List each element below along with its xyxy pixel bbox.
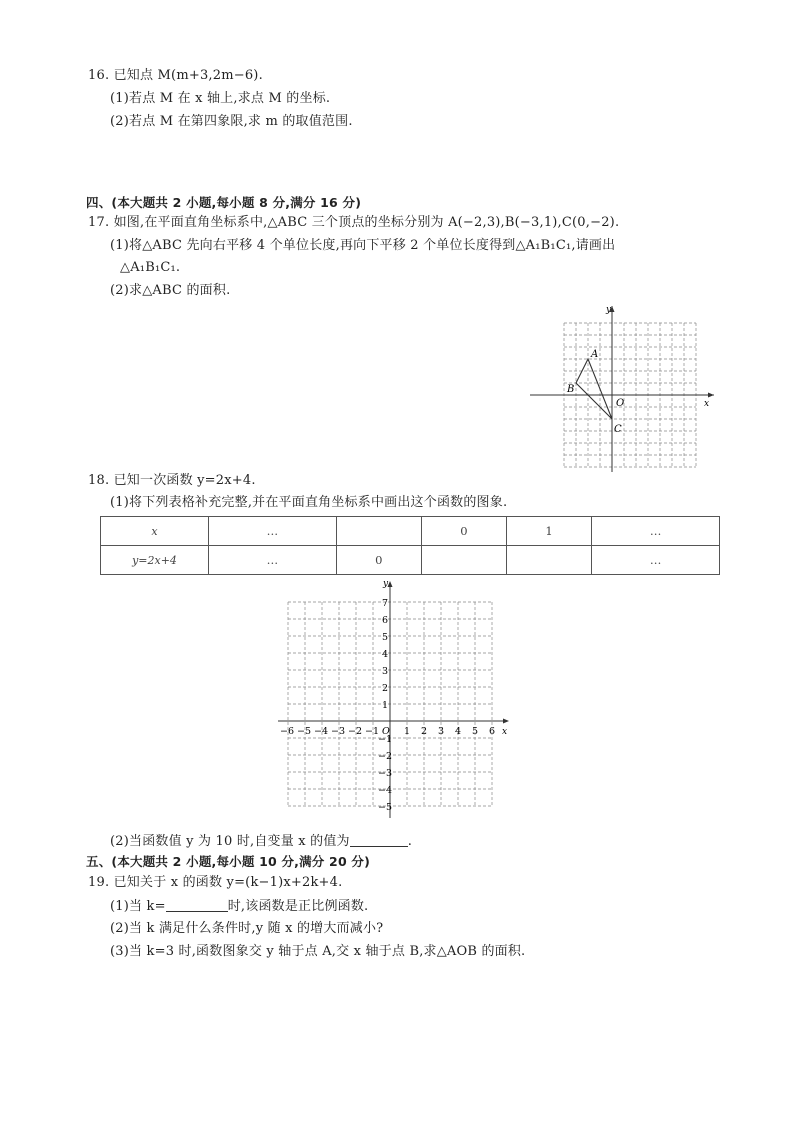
q16-stem: 16. 已知点 M(m+3,2m−6).	[88, 68, 263, 83]
section-4-title: 四、(本大题共 2 小题,每小题 8 分,满分 16 分)	[86, 195, 362, 210]
q17-axes	[530, 306, 714, 472]
y-tick-label: 4	[382, 649, 389, 660]
q17-stem: 17. 如图,在平面直角坐标系中,△ABC 三个顶点的坐标分别为 A(−2,3),B(−3,1),C(0,−2).	[88, 215, 620, 230]
y-tick-label: 2	[382, 683, 389, 694]
x-tick-label: −3	[331, 726, 346, 737]
table-cell: 0	[336, 546, 421, 575]
q17-part1-line1: (1)将△ABC 先向右平移 4 个单位长度,再向下平移 2 个单位长度得到△A₁B₁C₁,请画出	[110, 238, 616, 253]
table-cell[interactable]	[421, 546, 506, 575]
y-tick-label: 7	[382, 598, 389, 609]
x-tick-label: −1	[365, 726, 380, 737]
q18-coordinate-grid	[272, 578, 518, 826]
y-tick-label: 3	[382, 666, 389, 677]
x-tick-label: 6	[489, 726, 496, 737]
y-tick-label: −3	[378, 768, 393, 779]
q19-part1-text: (1)当 k=	[110, 899, 166, 914]
q19-stem: 19. 已知关于 x 的函数 y=(k−1)x+2k+4.	[88, 875, 343, 890]
q18-answer-blank[interactable]	[350, 832, 408, 847]
q18-stem: 18. 已知一次函数 y=2x+4.	[88, 473, 256, 488]
table-row	[101, 517, 720, 546]
q17-x-arrow	[708, 393, 714, 398]
table-cell[interactable]	[507, 546, 592, 575]
x-tick-label: −6	[280, 726, 295, 737]
q16-part2: (2)若点 M 在第四象限,求 m 的取值范围.	[110, 114, 353, 129]
y-tick-label: −1	[378, 734, 393, 745]
q19-part1	[110, 897, 368, 916]
table-cell: 0	[421, 517, 506, 546]
q17-part2: (2)求△ABC 的面积.	[110, 283, 231, 298]
q17-part1-line2: △A₁B₁C₁.	[120, 260, 181, 275]
y-tick-label: 1	[382, 700, 389, 711]
q18-part2-end: .	[407, 834, 413, 849]
table-cell: y=2x+4	[101, 546, 209, 575]
q18-origin-label: O	[382, 726, 390, 737]
q19-part3: (3)当 k=3 时,函数图象交 y 轴于点 A,交 x 轴于点 B,求△AOB 的面积.	[110, 944, 526, 959]
x-tick-label: −2	[348, 726, 363, 737]
q17-origin-label: O	[616, 398, 625, 409]
table-cell: x	[101, 517, 209, 546]
table-cell: …	[592, 517, 720, 546]
y-tick-label: −4	[378, 785, 393, 796]
q18-x-label: x	[502, 727, 508, 737]
q18-axes	[278, 582, 508, 818]
q17-x-label: x	[704, 399, 710, 409]
x-tick-label: 2	[421, 726, 428, 737]
q18-y-label: y	[383, 579, 389, 589]
x-tick-label: 4	[455, 726, 462, 737]
q17-point-a-label: A	[591, 349, 599, 360]
q16-part1: (1)若点 M 在 x 轴上,求点 M 的坐标.	[110, 91, 331, 106]
q19-answer-blank[interactable]	[166, 897, 228, 912]
table-cell[interactable]	[336, 517, 421, 546]
x-tick-label: 1	[404, 726, 411, 737]
y-tick-label: 5	[382, 632, 389, 643]
q18-part2-text: (2)当函数值 y 为 10 时,自变量 x 的值为	[110, 834, 350, 849]
q18-y-arrow	[388, 581, 393, 587]
q18-value-table	[100, 516, 720, 575]
q19-part1-end: 时,该函数是正比例函数.	[227, 899, 369, 914]
table-cell: …	[592, 546, 720, 575]
x-tick-label: 5	[472, 726, 479, 737]
q17-point-c-label: C	[614, 424, 622, 435]
y-tick-label: −2	[378, 751, 393, 762]
y-tick-label: −5	[378, 802, 393, 813]
section-5-title: 五、(本大题共 2 小题,每小题 10 分,满分 20 分)	[86, 854, 371, 869]
q19-part2: (2)当 k 满足什么条件时,y 随 x 的增大而减小?	[110, 921, 384, 936]
table-cell: …	[209, 517, 337, 546]
x-tick-label: −4	[314, 726, 329, 737]
q17-y-label: y	[606, 305, 612, 315]
q18-x-arrow	[503, 719, 509, 724]
x-tick-label: −5	[297, 726, 312, 737]
y-tick-label: 6	[382, 615, 389, 626]
q18-part2	[110, 832, 412, 851]
x-tick-label: 3	[438, 726, 445, 737]
q17-triangle-abc	[576, 359, 612, 419]
table-row	[101, 546, 720, 575]
table-cell: 1	[507, 517, 592, 546]
q18-part1: (1)将下列表格补充完整,并在平面直角坐标系中画出这个函数的图象.	[110, 495, 508, 510]
q17-coordinate-graph	[528, 302, 724, 480]
table-cell: …	[209, 546, 337, 575]
q17-point-b-label: B	[567, 384, 575, 395]
